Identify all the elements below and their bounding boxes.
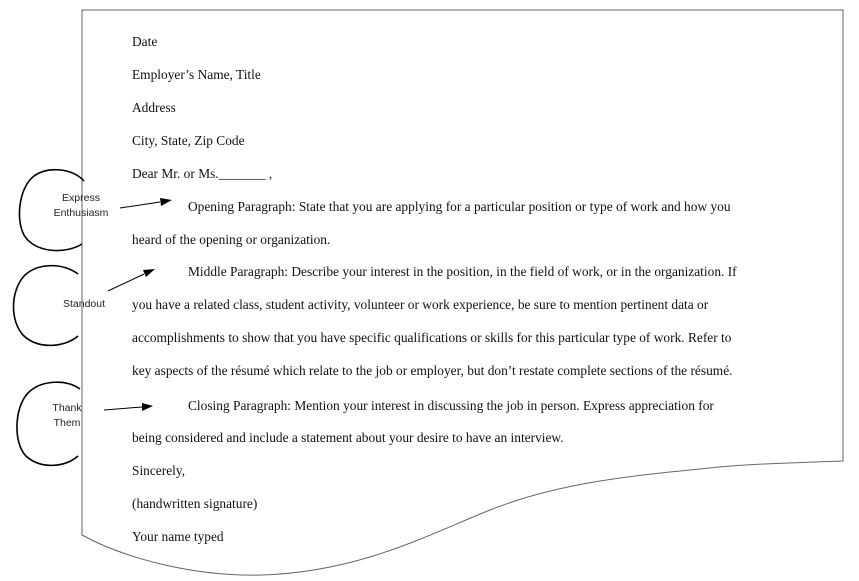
middle-paragraph-line: you have a related class, student activity, volunteer or work experience, be sure to mention pertinent data or: [132, 297, 709, 312]
callout-line: Express: [62, 192, 100, 204]
thank-callout: [42, 401, 92, 431]
employer-line: Employer’s Name, Title: [132, 67, 261, 82]
opening-paragraph-line: Opening Paragraph: State that you are applying for a particular position or type of work and how you: [188, 199, 731, 214]
callout-line: Standout: [62, 298, 106, 310]
middle-paragraph-line: Middle Paragraph: Describe your interest in the position, in the field of work, or in the organization. If: [188, 264, 737, 279]
closing-paragraph-line: Closing Paragraph: Mention your interest in discussing the job in person. Express appreciation for: [188, 398, 714, 413]
standout-callout: [44, 297, 124, 312]
arrow-icon: [104, 403, 153, 411]
middle-paragraph-line: accomplishments to show that you have specific qualifications or skills for this particular type of work. Refer to: [132, 330, 732, 345]
arrow-icon: [108, 269, 155, 291]
callout-line: Them: [53, 417, 81, 429]
callout-line: Enthusiasm: [53, 207, 109, 219]
paper-edge: [82, 10, 843, 575]
salutation: Dear Mr. or Ms._______ ,: [132, 166, 273, 181]
opening-paragraph-line: heard of the opening or organization.: [132, 232, 331, 247]
callout-line: Thank: [52, 402, 82, 414]
signature-placeholder: (handwritten signature): [132, 496, 258, 511]
city-line: City, State, Zip Code: [132, 133, 245, 148]
sign-off: Sincerely,: [132, 463, 186, 478]
typed-name: Your name typed: [132, 529, 224, 544]
middle-paragraph-line: key aspects of the résumé which relate to the job or employer, but don’t restate complete sections of the résumé.: [132, 363, 733, 378]
arrow-icon: [120, 198, 172, 208]
closing-paragraph-line: being considered and include a statement about your desire to have an interview.: [132, 430, 564, 445]
date-line: Date: [132, 34, 158, 49]
address-line: Address: [132, 100, 176, 115]
express-callout: [44, 191, 118, 221]
